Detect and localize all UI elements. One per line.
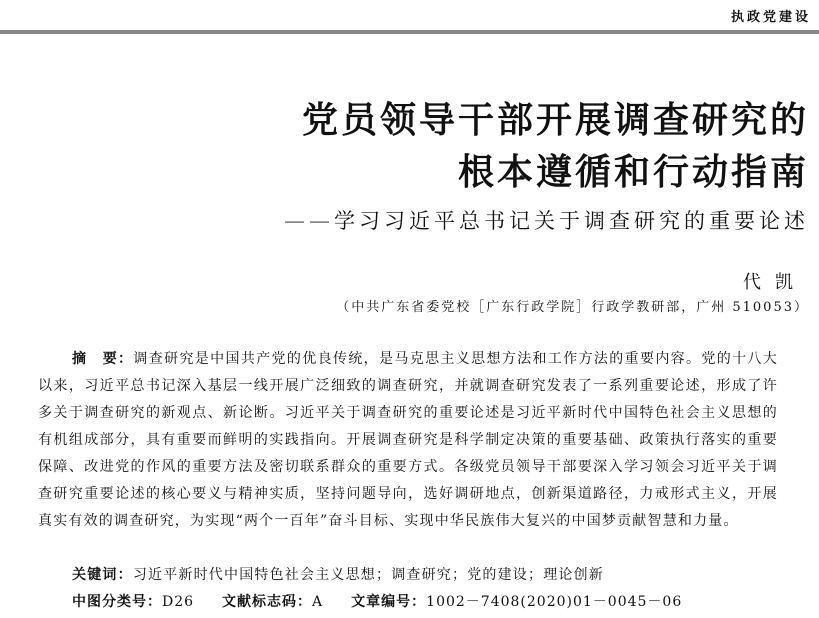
abstract-text: 调查研究是中国共产党的优良传统，是马克思主义思想方法和工作方法的重要内容。党的十八大以来，习近平总书记深入基层一线开展广泛细致的调查研究，并就调查研究发表了一系列重要论述，形成了许多关于调查研究的新观点、新论断。习近平关于调查研究的重要论述是习近平新时代中国特色社会主义思想的有机组成部分，具有重要而鲜明的实践指向。开展调查研究是科学制定决策的重要基础、政策执行落实的重要保障、改进党的作风的重要方法及密切联系群众的重要方式。各级党员领导干部要深入学习领会习近平关于调查研究重要论述的核心要义与精神实质，坚持问题导向，选好调研地点，创新渠道路径，力戒形式主义，开展真实有效的调查研究，为实现“两个一百年”奋斗目标、实现中华民族伟大复兴的中国梦贡献智慧和力量。 <box>38 351 778 529</box>
title-line-1: 党员领导干部开展调查研究的 <box>301 100 809 141</box>
keywords-text: 习近平新时代中国特色社会主义思想；调查研究；党的建设；理论创新 <box>132 567 605 583</box>
abstract-label: 摘 要： <box>72 351 134 367</box>
clc-value: D26 <box>162 594 195 610</box>
doc-code-value: A <box>312 594 324 610</box>
author: 代凯 <box>743 272 807 293</box>
title-line-2: 根本遵循和行动指南 <box>457 152 809 193</box>
header-rule <box>0 30 819 34</box>
keywords-label: 关键词： <box>72 567 133 583</box>
doc-code-label: 文献标志码： <box>222 594 313 610</box>
clc-label: 中图分类号： <box>72 594 162 610</box>
subtitle: ——学习习近平总书记关于调查研究的重要论述 <box>284 209 809 233</box>
classification-line <box>72 591 682 611</box>
abstract <box>38 346 778 535</box>
keywords <box>72 564 604 584</box>
article-number-value: 1002－7408(2020)01－0045－06 <box>426 594 683 610</box>
title-block <box>302 95 809 199</box>
affiliation: （中共广东省委党校［广东行政学院］行政学教研部，广州 510053） <box>336 300 809 315</box>
article-number-label: 文章编号： <box>351 594 427 610</box>
journal-section-label: 执政党建设 <box>730 10 811 25</box>
